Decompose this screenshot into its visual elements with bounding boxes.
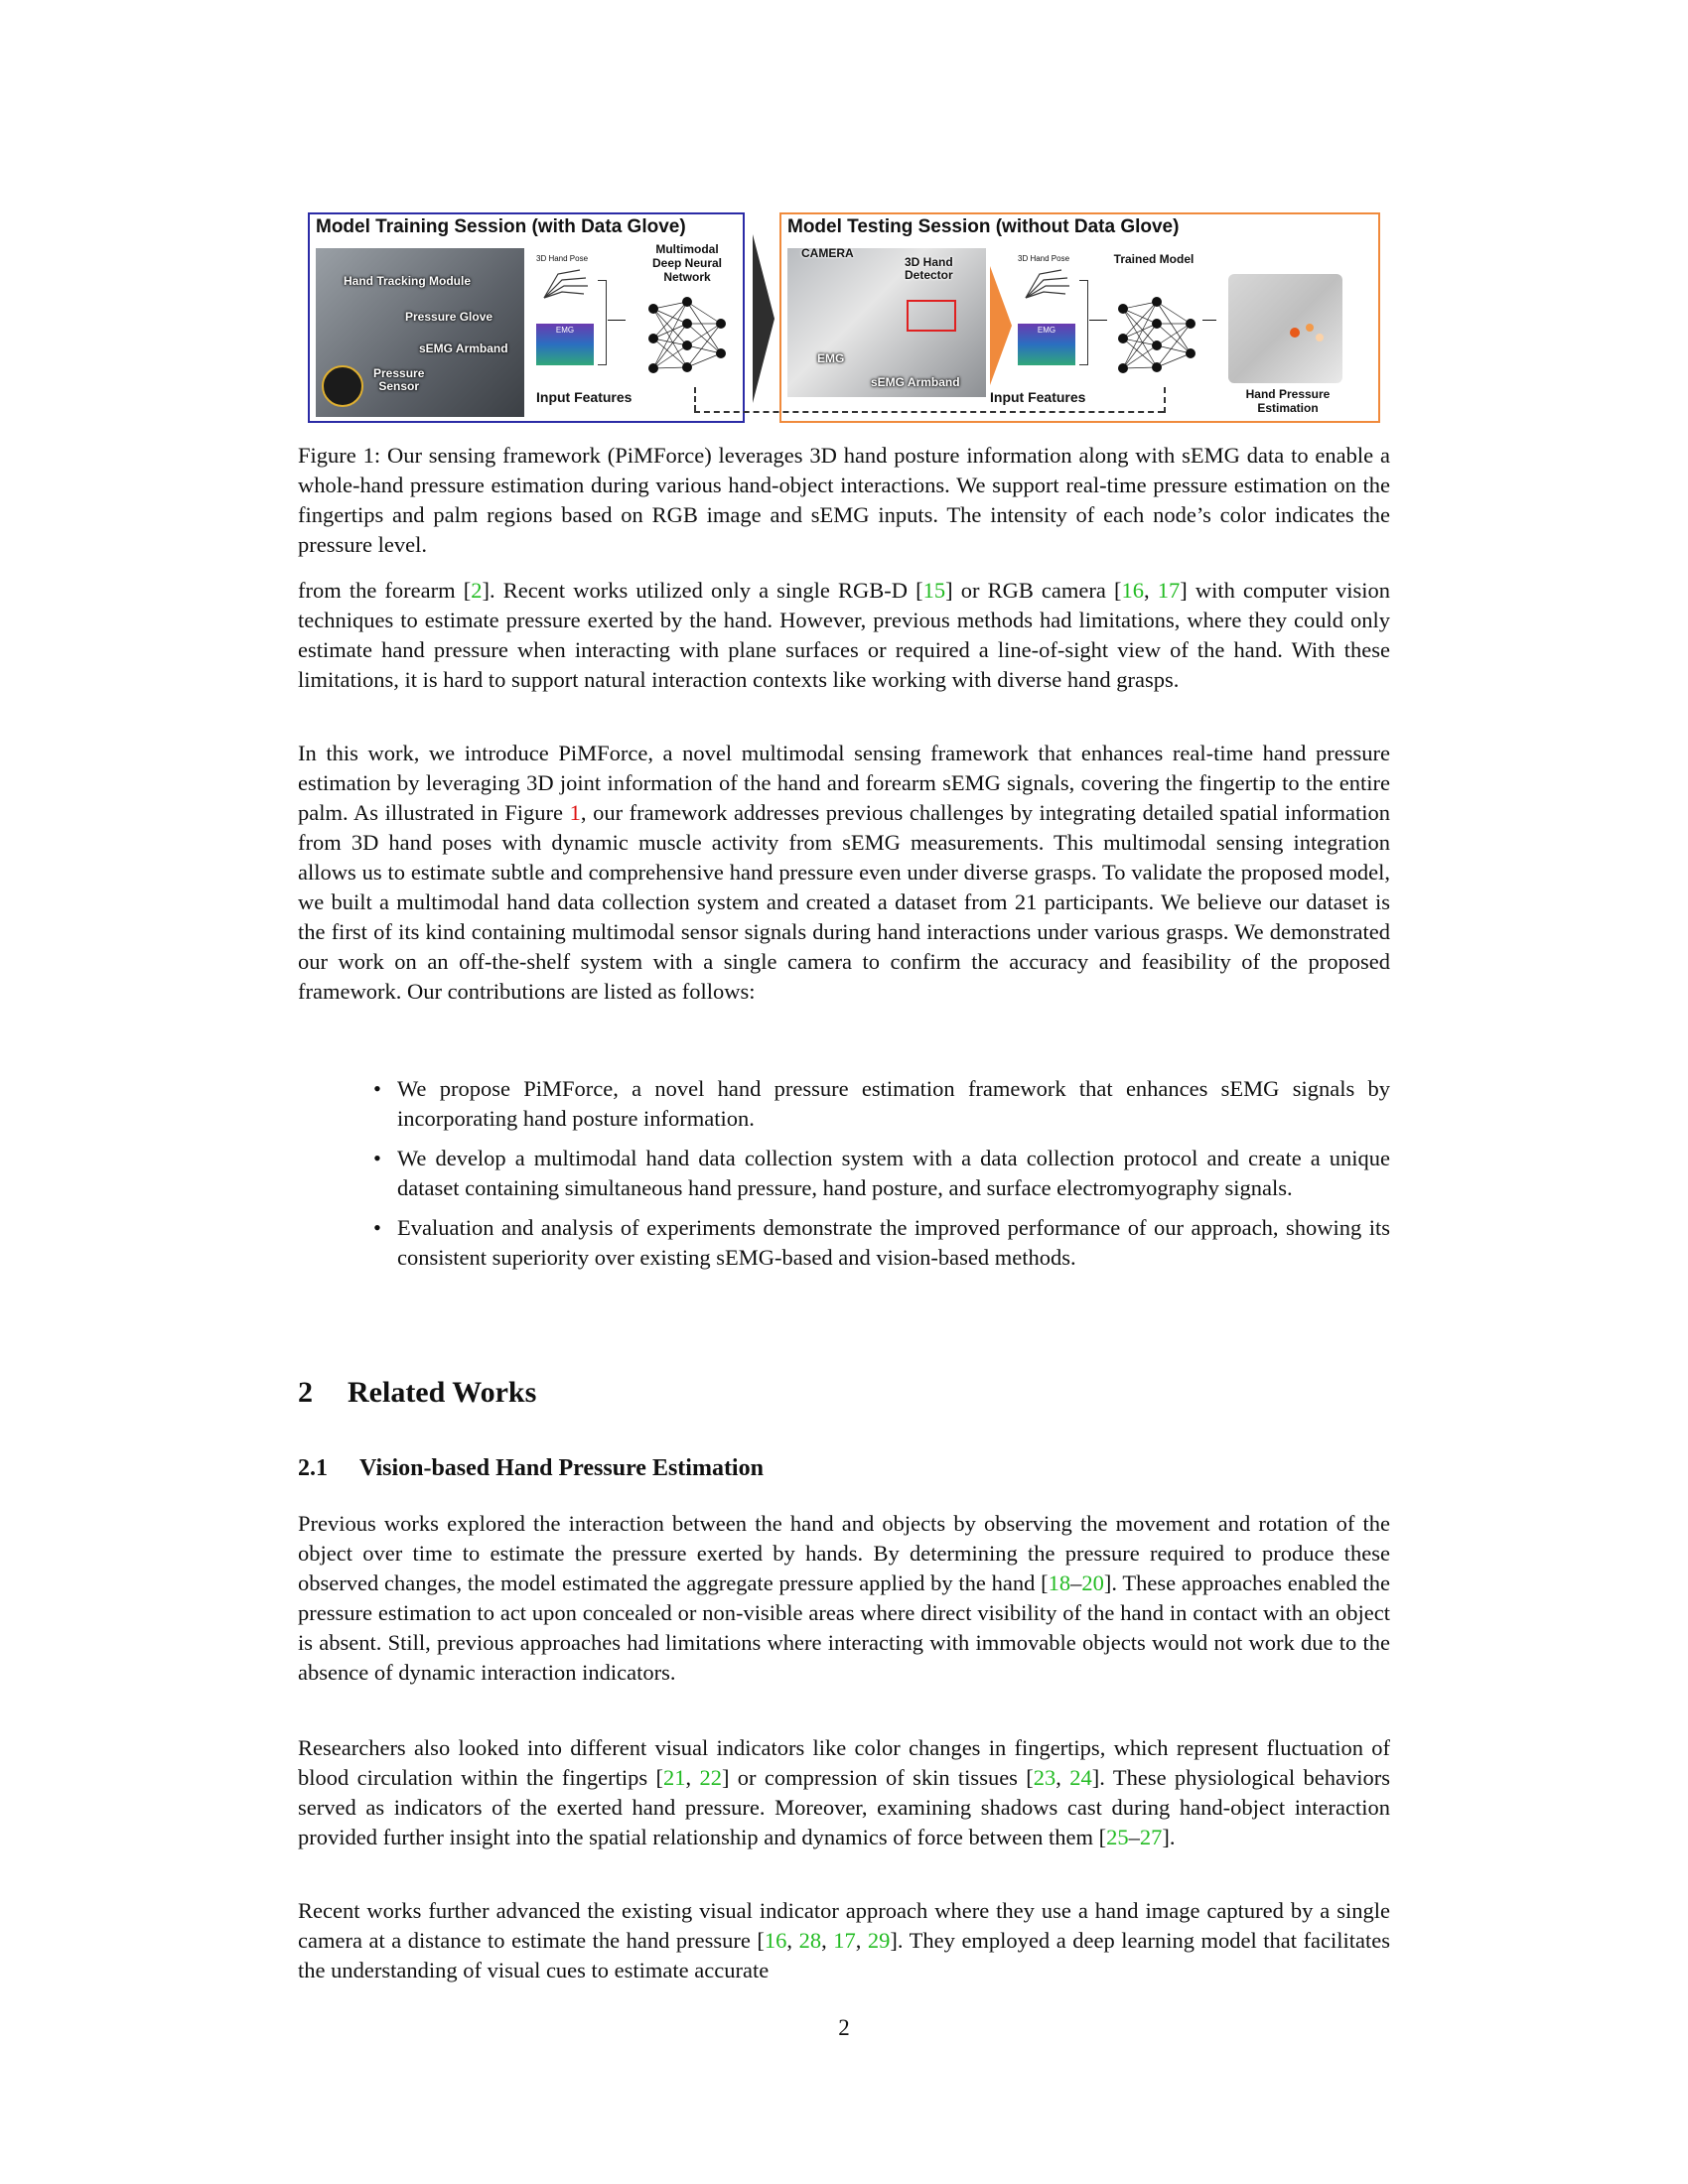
text-run: ]. They employed a deep learning model that facilitates the understanding of visual cues to estimate accurate	[298, 1928, 1391, 1982]
citation-link[interactable]: 15	[922, 578, 946, 603]
semg-armband-test-label: sEMG Armband	[871, 375, 960, 389]
list-item	[357, 1213, 1390, 1273]
dashed-connector-right	[1164, 387, 1166, 413]
text-run: Recent works further advanced the existing visual indicator approach where they use a hand image captured by a single camera at a distance to estimate the hand pressure [	[298, 1898, 1390, 1953]
citation-link[interactable]: 24	[1069, 1765, 1092, 1790]
page-number: 2	[838, 2015, 850, 2040]
text-run: Researchers also looked into different visual indicators like color changes in fingertips, which represent fluctuation of blood circulation within the fingertips [	[298, 1735, 1390, 1790]
hand-pose-label-test: 3D Hand Pose	[1018, 254, 1070, 263]
related-paragraph-3	[298, 1896, 1390, 1985]
neural-network-icon-test	[1115, 294, 1198, 383]
text-run: ] with computer vision techniques to estimate pressure exerted by the hand. However, previous methods had limitations, where they could only estimate hand pressure when interacting with plane surfaces or required a line-of-sight view of the hand. With these limitations, it is hard to support natural interaction contexts like working with diverse hand grasps.	[298, 578, 1391, 692]
section-title: Related Works	[348, 1376, 537, 1409]
list-item-text: Evaluation and analysis of experiments demonstrate the improved performance of our approach, showing its consistent superiority over existing sEMG-based and vision-based methods.	[397, 1215, 1390, 1270]
emg-feature-test	[1018, 324, 1075, 365]
text-run: from the forearm [	[298, 578, 472, 603]
bullet-icon: •	[373, 1215, 381, 1240]
arrow-to-estimation	[1202, 320, 1216, 321]
related-paragraph-2	[298, 1733, 1390, 1852]
section-heading	[298, 1376, 536, 1410]
text-run: –	[1128, 1825, 1140, 1849]
feature-bracket-train	[598, 280, 607, 365]
testing-session-title: Model Testing Session (without Data Glove)	[787, 216, 1180, 237]
text-run: ]. These approaches enabled the pressure estimation to act upon concealed or non-visible areas where direct visibility of the hand in contact with an object is absent. Still, previous approaches had limitations where interacting with immovable objects would not work due to the absence of dynamic interaction indicators.	[298, 1570, 1390, 1685]
text-run: ,	[786, 1928, 799, 1953]
citation-link[interactable]: 27	[1139, 1825, 1163, 1849]
citation-link[interactable]: 16	[1121, 578, 1144, 603]
list-item	[357, 1144, 1390, 1203]
intro-paragraph-this-work	[298, 739, 1390, 1007]
testing-camera-photo	[787, 248, 986, 397]
list-item	[357, 1074, 1390, 1134]
training-setup-photo	[316, 248, 524, 417]
citation-link[interactable]: 16	[764, 1928, 787, 1953]
bullet-icon: •	[373, 1146, 381, 1170]
contributions-list	[357, 1074, 1390, 1283]
subsection-title: Vision-based Hand Pressure Estimation	[359, 1455, 764, 1481]
detection-box	[907, 300, 956, 332]
semg-armband-label: sEMG Armband	[419, 341, 508, 355]
hand-detector-label: 3D Hand Detector	[905, 255, 953, 282]
citation-link[interactable]: 25	[1106, 1825, 1129, 1849]
figure-ref-link[interactable]: 1	[569, 800, 581, 825]
text-run: ].	[1162, 1825, 1176, 1849]
subsection-heading	[298, 1455, 764, 1482]
hand-pose-skeleton-icon-test	[1018, 264, 1075, 304]
related-paragraph-1	[298, 1509, 1390, 1688]
citation-link[interactable]: 20	[1081, 1570, 1104, 1595]
pressure-sensor-inset	[322, 365, 363, 407]
pressure-node	[1316, 334, 1324, 341]
text-run: ,	[1055, 1765, 1070, 1790]
citation-link[interactable]: 29	[867, 1928, 891, 1953]
citation-link[interactable]: 17	[1157, 578, 1181, 603]
text-run: ,	[1143, 578, 1158, 603]
hand-pose-feature-test	[1018, 254, 1075, 304]
hand-pose-skeleton-icon	[536, 264, 594, 304]
text-run: ]. These physiological behaviors served as indicators of the exerted hand pressure. Moreover, examining shadows cast during hand-object interaction provided further insight into the spatial relationship and dynamics of force between them [	[298, 1765, 1390, 1849]
hand-tracking-label: Hand Tracking Module	[344, 274, 472, 288]
pressure-sensor-label: Pressure Sensor	[373, 366, 425, 393]
pressure-glove-label: Pressure Glove	[405, 310, 493, 324]
citation-link[interactable]: 22	[699, 1765, 722, 1790]
text-run: Previous works explored the interaction between the hand and objects by observing the movement and rotation of the object over time to estimate the pressure exerted by hands. By determining the pressure required to produce these observed changes, the model estimated the aggregate pressure applied by the hand [	[298, 1511, 1390, 1595]
citation-link[interactable]: 18	[1048, 1570, 1071, 1595]
arrow-to-network	[608, 320, 626, 321]
training-session-title: Model Training Session (with Data Glove)	[316, 216, 686, 237]
dashed-connector-left	[694, 387, 696, 411]
multimodal-network-label: Multimodal Deep Neural Network	[651, 242, 723, 284]
input-features-label-train: Input Features	[536, 389, 633, 405]
arrow-to-trained-model	[1089, 320, 1107, 321]
hand-pressure-estimation-label: Hand Pressure Estimation	[1245, 387, 1331, 415]
citation-link[interactable]: 28	[798, 1928, 822, 1953]
citation-link[interactable]: 23	[1033, 1765, 1056, 1790]
figure-1	[308, 212, 1380, 427]
text-run: , our framework addresses previous challenges by integrating detailed spatial information from 3D hand poses with dynamic muscle activity from sEMG measurements. This multimodal sensing integration allows us to estimate subtle and comprehensive hand pressure even under diverse grasps. To validate the proposed model, we built a multimodal hand data collection system and created a dataset from 21 participants. We believe our dataset is the first of its kind containing multimodal sensor signals during hand interactions under various grasps. We demonstrated our work on an off-the-shelf system with a single camera to confirm the accuracy and feasibility of the proposed framework. Our contributions are listed as follows:	[298, 800, 1390, 1004]
citation-link[interactable]: 17	[833, 1928, 856, 1953]
pressure-node	[1290, 328, 1300, 338]
session-transition-arrow	[753, 234, 774, 403]
subsection-number: 2.1	[298, 1455, 328, 1481]
dashed-connector-bottom	[694, 411, 1164, 413]
intro-paragraph-continued	[298, 576, 1390, 695]
text-run: ] or RGB camera [	[945, 578, 1122, 603]
list-item-text: We propose PiMForce, a novel hand pressure estimation framework that enhances sEMG signals by incorporating hand posture information.	[397, 1076, 1390, 1131]
hand-pose-label-train: 3D Hand Pose	[536, 254, 589, 263]
neural-network-icon-train	[645, 294, 729, 383]
citation-link[interactable]: 21	[662, 1765, 686, 1790]
citation-link[interactable]: 2	[471, 578, 483, 603]
emg-feature-label-test: EMG	[1037, 326, 1056, 335]
list-item-text: We develop a multimodal hand data collection system with a data collection protocol and create a unique dataset containing simultaneous hand pressure, hand posture, and surface electromyography signals.	[397, 1146, 1390, 1200]
text-run: ,	[821, 1928, 834, 1953]
figure-caption: Figure 1: Our sensing framework (PiMForce) leverages 3D hand posture information along with sEMG data to enable a whole-hand pressure estimation during various hand-object interactions. We support real-time pressure estimation on the fingertips and palm regions based on RGB image and sEMG inputs. The intensity of each node’s color indicates the pressure level.	[298, 443, 1390, 557]
pressure-node	[1306, 324, 1314, 332]
hand-pressure-output-photo	[1228, 274, 1342, 383]
orange-flow-arrow	[990, 266, 1012, 385]
emg-feature-train	[536, 324, 594, 365]
hand-pose-feature-train	[536, 254, 594, 304]
text-run: ]. Recent works utilized only a single RGB-D [	[482, 578, 923, 603]
text-run: ] or compression of skin tissues [	[721, 1765, 1034, 1790]
text-run: ,	[685, 1765, 700, 1790]
camera-label: CAMERA	[801, 246, 854, 260]
section-number: 2	[298, 1376, 313, 1409]
training-session-panel	[308, 212, 745, 423]
emg-feature-label-train: EMG	[555, 326, 575, 335]
text-run: In this work, we introduce PiMForce, a novel multimodal sensing framework that enhances real-time hand pressure estimation by leveraging 3D joint information of the hand and forearm sEMG signals, covering the fingertip to the entire palm. As illustrated in Figure	[298, 741, 1390, 825]
input-features-label-test: Input Features	[990, 389, 1086, 405]
emg-photo-label: EMG	[817, 351, 845, 365]
bullet-icon: •	[373, 1076, 381, 1101]
feature-bracket-test	[1079, 280, 1088, 365]
testing-session-panel	[779, 212, 1380, 423]
text-run: ,	[855, 1928, 868, 1953]
trained-model-label: Trained Model	[1113, 252, 1195, 266]
text-run: –	[1070, 1570, 1082, 1595]
